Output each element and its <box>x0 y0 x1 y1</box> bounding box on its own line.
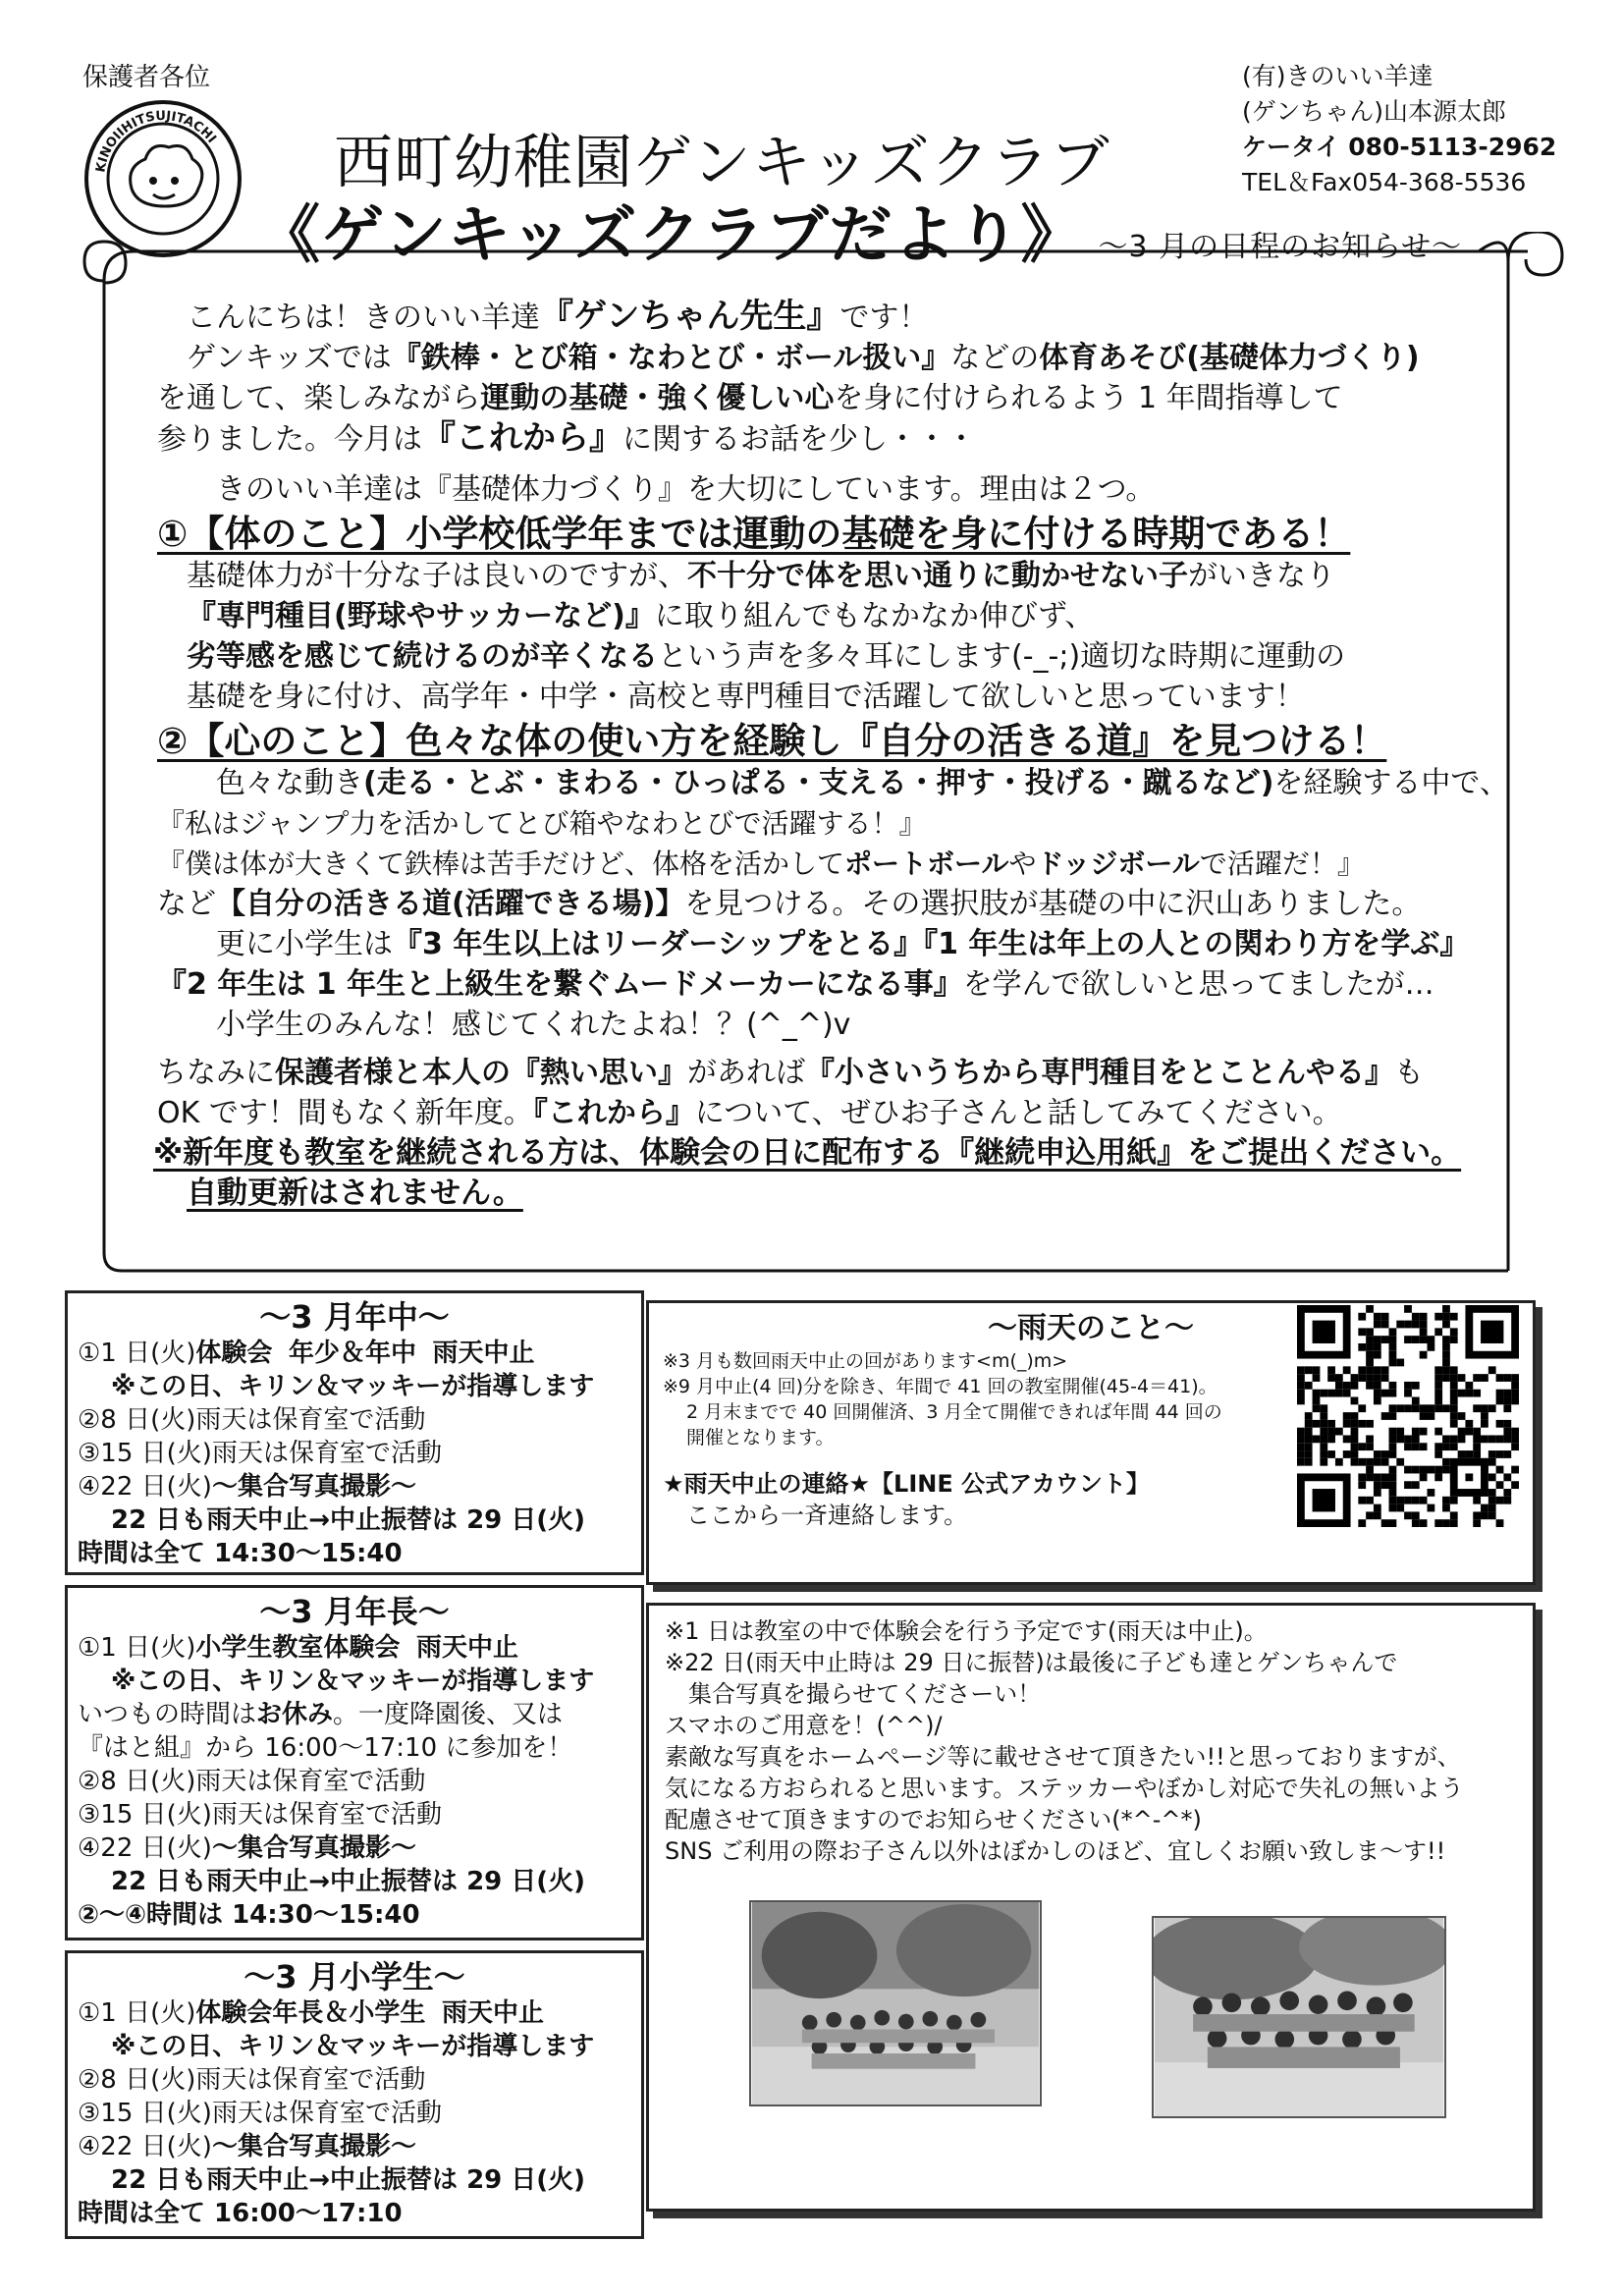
group-photo-2 <box>1152 1916 1446 2118</box>
target: 年少＆年中 <box>288 1339 416 1368</box>
info-line: 気になる方おられると思います。ステッカーやぼかし対応で失礼の無いよう <box>665 1775 1464 1802</box>
emphasis-text: 『鉄棒・とび箱・なわとび・ボール扱い』 <box>391 341 951 375</box>
emphasis-text: 『専門種目(野球やサッカーなど)』 <box>187 599 655 633</box>
line-qr-code-icon[interactable] <box>1297 1305 1519 1527</box>
text: などの <box>950 341 1040 375</box>
contact-person: (ゲンちゃん)山本源太郎 <box>1242 97 1507 126</box>
text: も <box>1394 1056 1424 1090</box>
renewal-notice: ※新年度も教室を継続される方は、体験会の日に配布する『継続申込用紙』をご提出ください。 <box>153 1135 1462 1171</box>
emphasis-text: ドッジボール <box>1036 847 1200 880</box>
instructor-note: ※この日、キリン＆マッキーが指導します <box>111 2032 595 2061</box>
emphasis-text: 【自分の活きる道(活躍できる場)】 <box>216 887 685 921</box>
text: について、ぜひお子さんと話してみてください。 <box>694 1096 1342 1130</box>
schedule-line: ③15 日(火)雨天は保育室で活動 <box>78 2099 442 2128</box>
emphasis-text: 保護者様と本人の『熱い思い』 <box>275 1056 687 1090</box>
section-heading-mind: ②【心のこと】色々な体の使い方を経験し『自分の活きる道』を見つける！ <box>157 720 1387 762</box>
emphasis-text: 劣等感を感じて続けるのが辛くなる <box>187 639 658 674</box>
text: に取り組んでもなかなか伸びず、 <box>654 599 1095 633</box>
schedule-nencho <box>65 1585 644 1941</box>
contact-block <box>1242 59 1556 200</box>
date: ①1 日(火) <box>78 1998 196 2028</box>
group-photo-1 <box>749 1900 1042 2106</box>
quote-text: 『私はジャンプ力を活かしてとび箱やなわとびで活躍する！』 <box>157 807 927 840</box>
emphasis-text: 『これから』 <box>422 418 622 458</box>
info-line: SNS ご利用の際お子さん以外はぼかしのほど、宜しくお願い致しま～す!! <box>665 1837 1446 1865</box>
emphasis-text: 運動の基礎・強く優しい心 <box>480 381 835 415</box>
renewal-notice-2: 自動更新はされません。 <box>187 1175 523 1211</box>
quote-text: 『僕は体が大きくて鉄棒は苦手だけど、体格を活かして <box>157 847 845 880</box>
schedule-title: ～3 月年中～ <box>259 1298 450 1336</box>
greeting-text: こんにちは！きのいい羊達 <box>187 301 540 335</box>
schedule-title: ～3 月小学生～ <box>243 1958 465 1995</box>
event: ～集合写真撮影～ <box>211 1472 416 1502</box>
rain-note: 雨天中止 <box>415 1633 518 1663</box>
text: を経験する中で、 <box>1273 766 1509 800</box>
info-line: スマホのご用意を！(^^)/ <box>665 1712 943 1739</box>
instructor-note: ※この日、キリン＆マッキーが指導します <box>111 1372 595 1401</box>
emphasis-text: 体育あそび(基礎体力づくり) <box>1039 341 1420 375</box>
date: ①1 日(火) <box>78 1633 196 1663</box>
time-note: ②～④時間は 14:30～15:40 <box>78 1900 420 1930</box>
text: に関するお話を少し・・・ <box>622 422 976 457</box>
info-line: ※22 日(雨天中止時は 29 日に振替)は最後に子ども達とゲンちゃんで <box>665 1649 1398 1676</box>
time-note: 時間は全て 14:30～15:40 <box>78 1539 403 1568</box>
company-name: (有)きのいい羊達 <box>1242 62 1434 90</box>
info-line: ※1 日は教室の中で体験会を行う予定です(雨天は中止)。 <box>665 1617 1268 1645</box>
text: 色々な動き <box>216 766 363 800</box>
schedule-title: ～3 月年長～ <box>259 1593 450 1630</box>
text: 基礎体力が十分な子は良いのですが、 <box>187 559 687 593</box>
addressee: 保護者各位 <box>82 63 211 92</box>
text: を学んで欲しいと思ってましたが… <box>962 967 1434 1002</box>
text: 参りました。今月は <box>157 422 422 457</box>
line-contact-heading: ★雨天中止の連絡★【LINE 公式アカウント】 <box>663 1470 1150 1498</box>
newsletter-subtitle: ～3 月の日程のお知らせ～ <box>1098 230 1463 264</box>
text: がいきなり <box>1188 559 1335 593</box>
schedule-line: ②8 日(火)雨天は保育室で活動 <box>78 2065 426 2095</box>
event: 体験会 <box>195 1339 273 1368</box>
rain-title: ～雨天のこと～ <box>988 1311 1194 1345</box>
page-title: 西町幼稚園ゲンキッズクラブ <box>334 129 1110 197</box>
schedule-line: 『はと組』から 16:00～17:10 に参加を！ <box>78 1733 573 1763</box>
schedule-shogakusei <box>65 1950 644 2239</box>
date: ④22 日(火) <box>78 2132 212 2161</box>
event: ～集合写真撮影～ <box>211 2132 416 2161</box>
info-line: 配慮させて頂きますのでお知らせください(*^-^*) <box>665 1806 1202 1833</box>
makeup-note: 22 日も雨天中止→中止振替は 29 日(火) <box>111 1505 586 1535</box>
rain-line: 2 月末までで 40 回開催済、3 月全て開催できれば年間 44 回の <box>686 1401 1222 1423</box>
rain-line: 開催となります。 <box>686 1427 835 1449</box>
emphasis-text: 『これから』 <box>532 1096 695 1130</box>
emphasis-text: 『3 年生以上はリーダーシップをとる』『1 年生は年上の人との関わり方を学ぶ』 <box>393 927 1470 961</box>
text: 小学生のみんな！感じてくれたよね！？(^_^)v <box>216 1008 851 1042</box>
greeting-end: です！ <box>839 301 929 335</box>
rain-note: 雨天中止 <box>432 1339 535 1368</box>
info-line: 素敵な写真をホームページ等に載せさせて頂きたい!!と思っておりますが、 <box>665 1743 1461 1771</box>
text: 。一度降園後、又は <box>333 1700 564 1729</box>
rain-line: ※3 月も数回雨天中止の回があります<m(_)m> <box>663 1350 1068 1372</box>
event: ～集合写真撮影～ <box>211 1833 416 1863</box>
emphasis-text: ポートボール <box>844 847 1009 880</box>
text: など <box>157 887 216 921</box>
reasons-intro: きのいい羊達は『基礎体力づくり』を大切にしています。理由は２つ。 <box>216 472 1156 507</box>
instructor-note: ※この日、キリン＆マッキーが指導します <box>111 1667 595 1696</box>
text: を見つける。その選択肢が基礎の中に沢山ありました。 <box>684 887 1422 921</box>
text: 基礎を身に付け、高学年・中学・高校と専門種目で活躍して欲しいと思っています！ <box>187 680 1305 714</box>
date: ④22 日(火) <box>78 1472 212 1502</box>
rain-note: 雨天中止 <box>441 1998 544 2028</box>
text: があれば <box>687 1056 805 1090</box>
photo-info-box <box>646 1603 1536 2212</box>
date: ①1 日(火) <box>78 1339 196 1368</box>
text: ちなみに <box>157 1056 275 1090</box>
tel-fax: TEL＆Fax054-368-5536 <box>1242 168 1527 196</box>
quote-text: で活躍だ！』 <box>1199 847 1365 880</box>
text: という声を多々耳にします(-_-;)適切な時期に運動の <box>658 639 1346 674</box>
emphasis-text: 『小さいうちから専門種目をとことんやる』 <box>805 1056 1394 1090</box>
text: いつもの時間は <box>78 1700 257 1729</box>
schedule-line: ③15 日(火)雨天は保育室で活動 <box>78 1439 442 1468</box>
newsletter-name: 《ゲンキッズクラブだより》 <box>257 199 1085 272</box>
text: 更に小学生は <box>216 927 393 961</box>
logo-text: KINOIIHITSUJITACHI <box>93 108 219 174</box>
makeup-note: 22 日も雨天中止→中止振替は 29 日(火) <box>111 1867 586 1896</box>
date: ④22 日(火) <box>78 1833 212 1863</box>
rain-line: ※9 月中止(4 回)分を除き、年間で 41 回の教室開催(45-4＝41)。 <box>663 1376 1217 1397</box>
time-note: 時間は全て 16:00～17:10 <box>78 2199 403 2228</box>
text: を身に付けられるよう 1 年間指導して <box>834 381 1343 415</box>
event: 小学生教室体験会 <box>195 1633 401 1663</box>
emphasis-text: 『2 年生は 1 年生と上級生を繋ぐムードメーカーになる事』 <box>157 967 963 1002</box>
mobile-number: ケータイ 080-5113-2962 <box>1242 133 1557 161</box>
emphasis-text: 不十分で体を思い通りに動かせない子 <box>687 559 1188 593</box>
quote-text: や <box>1008 847 1037 880</box>
schedule-line: ②8 日(火)雨天は保育室で活動 <box>78 1767 426 1796</box>
text: を通して、楽しみながら <box>157 381 481 415</box>
section-heading-body: ①【体のこと】小学校低学年までは運動の基礎を身に付ける時期である！ <box>157 513 1351 555</box>
makeup-note: 22 日も雨天中止→中止振替は 29 日(火) <box>111 2165 586 2195</box>
emphasis-text: お休み <box>256 1700 334 1729</box>
schedule-nenchu <box>65 1290 644 1575</box>
event: 体験会年長＆小学生 <box>195 1998 426 2028</box>
emphasis-text: (走る・とぶ・まわる・ひっぱる・支える・押す・投げる・蹴るなど) <box>363 766 1274 800</box>
schedule-line: ②8 日(火)雨天は保育室で活動 <box>78 1405 426 1435</box>
schedule-line: ③15 日(火)雨天は保育室で活動 <box>78 1800 442 1830</box>
intro-article <box>153 297 1532 1214</box>
line-contact-note: ここから一斉連絡します。 <box>686 1502 968 1529</box>
teacher-name: 『ゲンちゃん先生』 <box>540 297 840 336</box>
rain-info-box <box>646 1300 1536 1585</box>
text: ゲンキッズでは <box>187 341 392 375</box>
text: OK です！間もなく新年度。 <box>157 1096 533 1130</box>
info-line: 集合写真を撮らせてくださーい！ <box>688 1680 1042 1708</box>
